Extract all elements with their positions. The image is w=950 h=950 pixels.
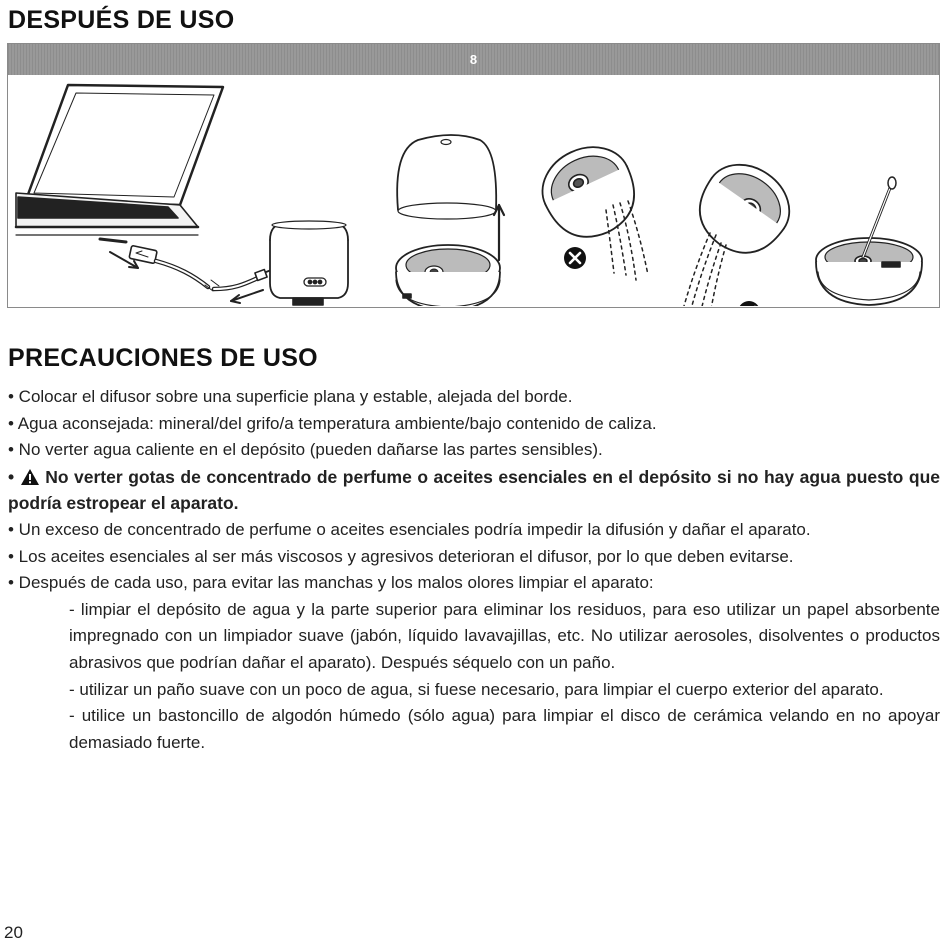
step-number-bar: 8 <box>8 44 939 75</box>
warning-text: No verter gotas de concentrado de perfume o aceites esenciales en el depósito si no hay agua puesto que podría estropear el aparato. <box>8 466 940 514</box>
cotton-swab-icon <box>816 177 922 305</box>
warning-triangle-icon <box>20 468 40 486</box>
list-item: • Agua aconsejada: mineral/del grifo/a temperatura ambiente/bajo contenido de caliza. <box>8 413 657 433</box>
cleaning-illustration <box>8 75 938 306</box>
sub-list-item: - utilizar un paño suave con un poco de agua, si fuese necesario, para limpiar el cuerpo exterior del aparato. <box>69 679 884 699</box>
page-number: 20 <box>4 923 23 942</box>
warning-item <box>8 464 940 517</box>
laptop-icon <box>16 85 223 242</box>
bullet: • <box>8 466 20 487</box>
list-item: • No verter agua caliente en el depósito (pueden dañarse las partes sensibles). <box>8 440 603 460</box>
diffuser-icon <box>270 221 348 305</box>
instruction-figure <box>7 43 940 308</box>
correct-pour-icon <box>682 149 804 306</box>
list-item: • Los aceites esenciales al ser más viscosos y agresivos deterioran el difusor, por lo que deben evitarse. <box>8 546 794 566</box>
precautions-list <box>8 384 940 756</box>
list-item: • Un exceso de concentrado de perfume o aceites esenciales podría impedir la difusión y dañar el aparato. <box>8 519 811 539</box>
sub-list-item: - limpiar el depósito de agua y la parte superior para eliminar los residuos, para eso utilizar un papel absorbente impregnado con un limpiador suave (jabón, líquido lavavajillas, etc. No utilizar aerosoles, disolventes o productos abrasivos que podrían dañar el aparato). Después séquelo con un paño. <box>69 599 940 672</box>
diffuser-lid-open-icon <box>396 135 504 306</box>
list-item: • Después de cada uso, para evitar las manchas y los malos olores limpiar el aparato: <box>8 573 654 593</box>
usb-cable-icon <box>110 245 274 303</box>
section-title-after-use: DESPUÉS DE USO <box>8 6 235 34</box>
wrong-pour-icon <box>530 133 649 280</box>
list-item: • Colocar el difusor sobre una superficie plana y estable, alejada del borde. <box>8 387 573 406</box>
sub-list-item: - utilice un bastoncillo de algodón húmedo (sólo agua) para limpiar el disco de cerámica velando en no apoyar demasiado fuerte. <box>69 706 940 752</box>
section-title-precautions: PRECAUCIONES DE USO <box>8 344 318 372</box>
